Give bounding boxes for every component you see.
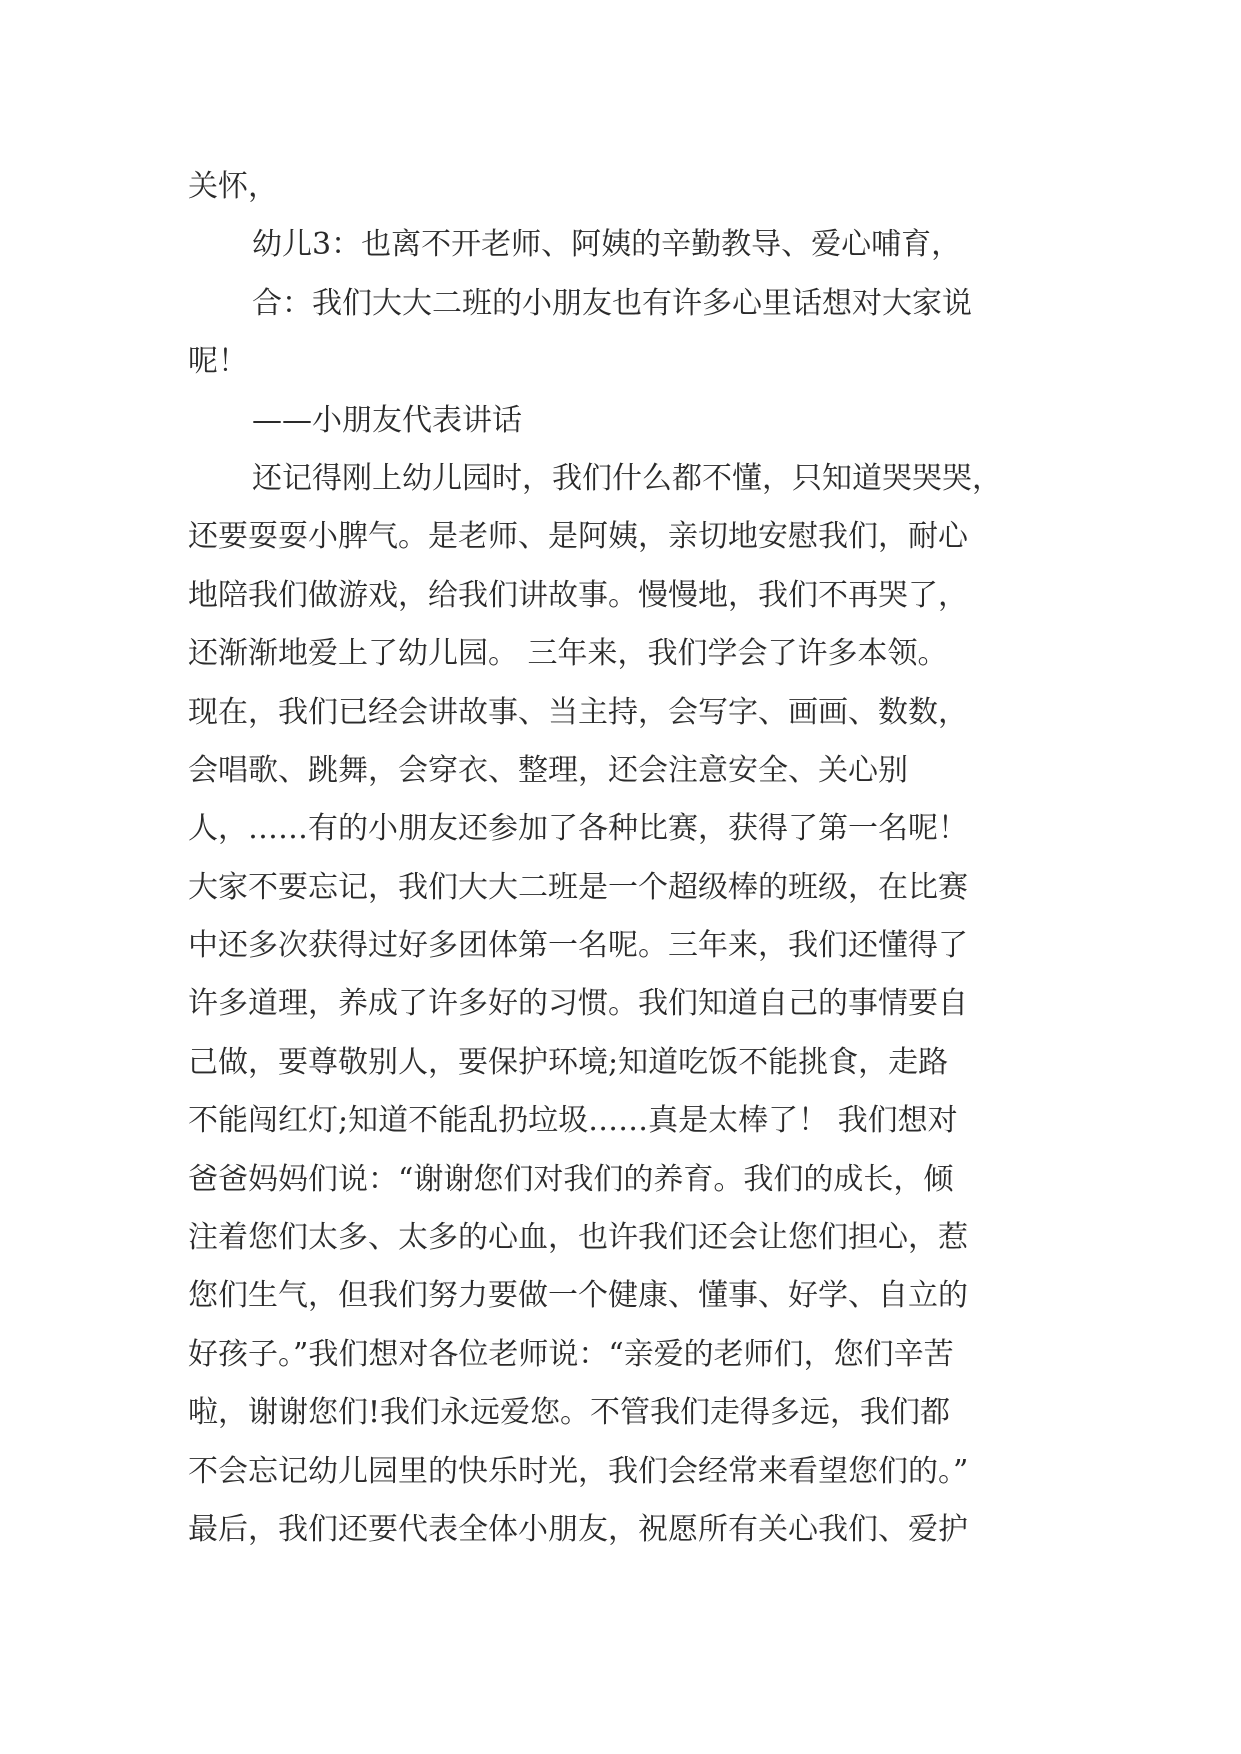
text-line: 大家不要忘记，我们大大二班是一个超级棒的班级，在比赛 [188, 869, 968, 905]
document-body [188, 158, 1058, 1559]
text-line: 许多道理，养成了许多好的习惯。我们知道自己的事情要自 [188, 986, 968, 1022]
text-line: 还要耍耍小脾气。是老师、是阿姨，亲切地安慰我们，耐心 [188, 519, 968, 555]
text-line: 还渐渐地爱上了幼儿园。 三年来，我们学会了许多本领。 [188, 636, 948, 672]
text-line: 人，……有的小朋友还参加了各种比赛，获得了第一名呢！ [188, 811, 968, 847]
text-line: 啦，谢谢您们!我们永远爱您。不管我们走得多远，我们都 [188, 1395, 951, 1431]
text-line: 己做，要尊敬别人，要保护环境;知道吃饭不能挑食，走路 [188, 1044, 949, 1080]
text-line: 中还多次获得过好多团体第一名呢。三年来，我们还懂得了 [188, 928, 968, 964]
text-line: 注着您们太多、太多的心血，也许我们还会让您们担心，惹 [188, 1220, 968, 1256]
text-line: 最后，我们还要代表全体小朋友，祝愿所有关心我们、爱护 [188, 1511, 968, 1547]
text-line: 地陪我们做游戏，给我们讲故事。慢慢地，我们不再哭了， [188, 577, 968, 613]
text-line: 现在，我们已经会讲故事、当主持，会写字、画画、数数， [188, 694, 968, 730]
text-line: 不能闯红灯;知道不能乱扔垃圾……真是太棒了！ 我们想对 [188, 1103, 958, 1139]
text-line: 爸爸妈妈们说：“谢谢您们对我们的养育。我们的成长，倾 [188, 1161, 954, 1197]
text-line: 好孩子。”我们想对各位老师说：“亲爱的老师们，您们辛苦 [188, 1336, 954, 1372]
text-line: 您们生气，但我们努力要做一个健康、懂事、好学、自立的 [188, 1278, 968, 1314]
text-line: 不会忘记幼儿园里的快乐时光，我们会经常来看望您们的。” [188, 1453, 969, 1489]
text-line: 会唱歌、跳舞，会穿衣、整理，还会注意安全、关心别 [188, 752, 908, 788]
text-line: 还记得刚上幼儿园时，我们什么都不懂，只知道哭哭哭， [252, 460, 1002, 496]
section-heading: ——小朋友代表讲话 [252, 402, 522, 438]
text-line: 关怀， [188, 169, 278, 204]
text-line: 合：我们大大二班的小朋友也有许多心里话想对大家说 [252, 285, 972, 321]
text-line: 幼儿3：也离不开老师、阿姨的辛勤教导、爱心哺育， [252, 227, 962, 263]
text-line: 呢！ [188, 344, 248, 380]
